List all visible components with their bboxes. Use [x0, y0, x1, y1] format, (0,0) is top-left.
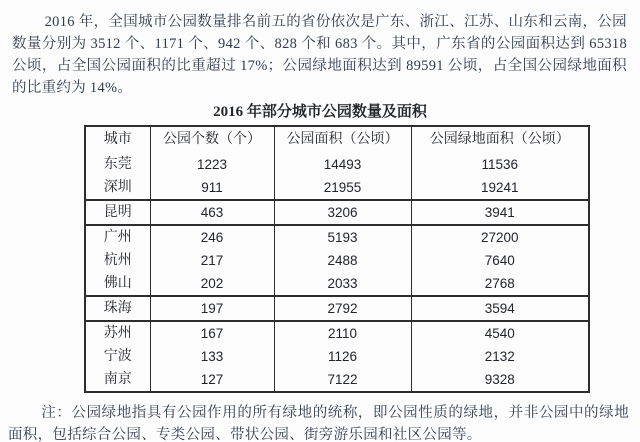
table-row [85, 153, 589, 176]
cell-park-area: 3206 [274, 200, 411, 225]
cell-park-area: 2110 [274, 321, 411, 345]
cell-green-area: 3941 [411, 200, 589, 225]
cell-park-area: 7122 [274, 368, 411, 392]
column-header-park-area: 公园面积（公顷） [274, 126, 411, 153]
cell-green-area: 9328 [411, 368, 589, 392]
intro-paragraph: 2016 年，全国城市公园数量排名前五的省份依次是广东、浙江、江苏、山东和云南，公园数量分别为 3512 个、1171 个、942 个、828 个和 683 个。其中，广东省的公园面积达到 65318 公顷，占全国公园面积的比重超过 17%；公园绿地面积达到 89591 公顷，占全国公园绿地面积的比重约为 14%。 [12, 14, 627, 96]
cell-park-area: 2792 [274, 296, 411, 321]
table-row [85, 249, 589, 272]
cell-park-area: 5193 [274, 225, 411, 249]
cell-park-count: 197 [150, 296, 274, 321]
column-header-park-count: 公园个数（个） [150, 126, 274, 153]
table-title: 2016 年部分城市公园数量及面积 [213, 104, 427, 120]
cell-park-count: 133 [150, 345, 274, 368]
cell-park-count: 202 [150, 272, 274, 296]
cell-city: 佛山 [85, 272, 150, 296]
cell-park-area: 21955 [274, 176, 411, 200]
cell-green-area: 4540 [411, 321, 589, 345]
cell-green-area: 7640 [411, 249, 589, 272]
cell-park-count: 911 [150, 176, 274, 200]
parks-table [84, 125, 590, 393]
cell-park-count: 127 [150, 368, 274, 392]
cell-park-count: 1223 [150, 153, 274, 176]
cell-city: 南京 [85, 368, 150, 392]
cell-city: 珠海 [85, 296, 150, 321]
cell-park-count: 167 [150, 321, 274, 345]
column-header-city: 城市 [85, 126, 150, 153]
cell-city: 广州 [85, 225, 150, 249]
table-row [85, 296, 589, 321]
cell-city: 苏州 [85, 321, 150, 345]
footnote: 注：公园绿地指具有公园作用的所有绿地的统称，即公园性质的绿地，并非公园中的绿地面积，包括综合公园、专类公园、带状公园、街旁游乐园和社区公园等。 [8, 405, 629, 442]
cell-park-count: 246 [150, 225, 274, 249]
cell-green-area: 3594 [411, 296, 589, 321]
cell-city: 深圳 [85, 176, 150, 200]
cell-park-count: 217 [150, 249, 274, 272]
table-row [85, 272, 589, 296]
table-row [85, 200, 589, 225]
cell-green-area: 19241 [411, 176, 589, 200]
table-row [85, 345, 589, 368]
cell-green-area: 2768 [411, 272, 589, 296]
cell-city: 东莞 [85, 153, 150, 176]
cell-park-area: 14493 [274, 153, 411, 176]
table-row [85, 225, 589, 249]
table-row [85, 176, 589, 200]
cell-city: 宁波 [85, 345, 150, 368]
cell-city: 昆明 [85, 200, 150, 225]
table-row [85, 321, 589, 345]
cell-park-area: 2033 [274, 272, 411, 296]
table-row [85, 368, 589, 392]
table-header-row [85, 126, 589, 153]
column-header-green-area: 公园绿地面积（公顷） [411, 126, 589, 153]
cell-park-area: 2488 [274, 249, 411, 272]
cell-park-count: 463 [150, 200, 274, 225]
cell-city: 杭州 [85, 249, 150, 272]
cell-green-area: 27200 [411, 225, 589, 249]
cell-green-area: 2132 [411, 345, 589, 368]
cell-park-area: 1126 [274, 345, 411, 368]
cell-green-area: 11536 [411, 153, 589, 176]
